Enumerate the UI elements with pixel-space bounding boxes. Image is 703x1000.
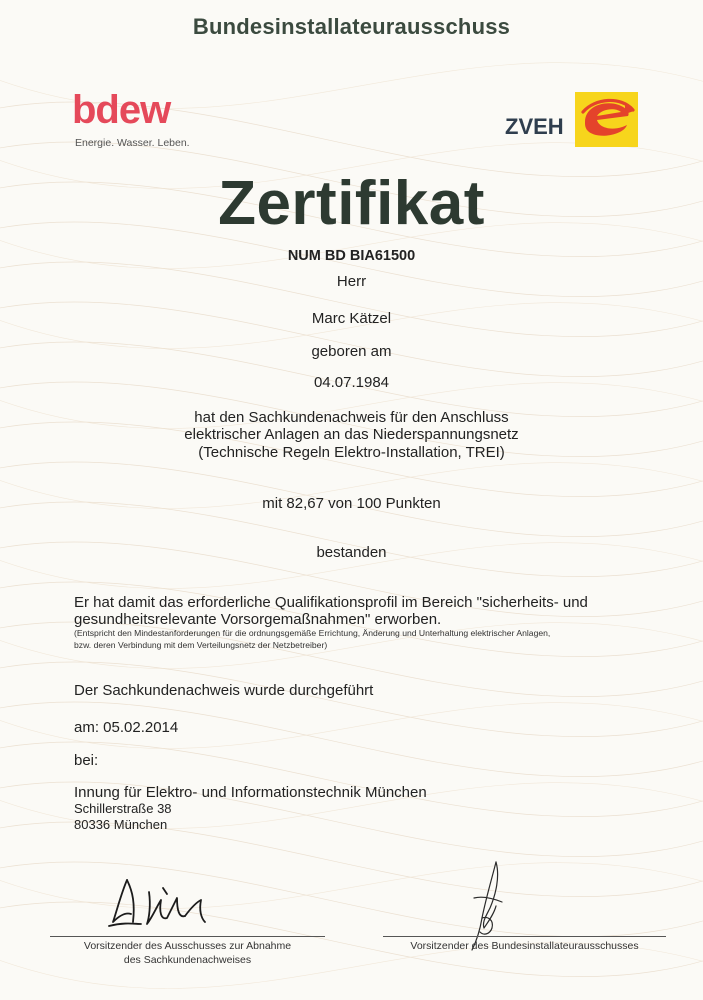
zveh-logo-text: ZVEH	[505, 114, 564, 139]
result-text: bestanden	[316, 544, 387, 561]
bdew-tagline: Energie. Wasser. Leben.	[75, 137, 190, 149]
right-signature-caption: Vorsitzender des Bundesinstallateurausschusses	[410, 940, 639, 952]
signature-line	[383, 936, 666, 937]
qualification-line: Er hat damit das erforderliche Qualifikationsprofil im Bereich "sicherheits- und	[74, 594, 588, 611]
left-signature	[105, 872, 215, 932]
right-signature	[452, 858, 522, 953]
conducted-label: Der Sachkundenachweis wurde durchgeführt	[74, 682, 374, 699]
birth-date: 04.07.1984	[313, 374, 390, 391]
score-text: mit 82,67 von 100 Punkten	[262, 495, 441, 512]
left-signature-caption: Vorsitzender des Ausschusses zur Abnahme	[83, 940, 292, 952]
institution-street: Schillerstraße 38	[74, 801, 172, 816]
description-line: hat den Sachkundenachweis für den Anschluss	[194, 409, 509, 426]
bdew-logo: bdew	[72, 88, 171, 132]
committee-heading: Bundesinstallateurausschuss	[192, 14, 511, 39]
at-label: bei:	[74, 752, 99, 769]
exam-date: am: 05.02.2014	[74, 719, 179, 736]
salutation: Herr	[336, 273, 367, 290]
footnote-line: bzw. deren Verbindung mit dem Verteilungsnetz der Netzbetreiber)	[74, 640, 328, 650]
qualification-line: gesundheitsrelevante Vorsorgemaßnahmen" erworben.	[74, 611, 442, 628]
certificate-title: Zertifikat	[218, 169, 485, 238]
institution-name: Innung für Elektro- und Informationstechnik München	[74, 784, 427, 801]
zveh-logo-icon	[575, 92, 638, 147]
description-line: (Technische Regeln Elektro-Installation, TREI)	[198, 444, 505, 461]
institution-city: 80336 München	[74, 817, 168, 832]
signature-line	[50, 936, 325, 937]
left-signature-caption: des Sachkundenachweises	[123, 954, 252, 966]
description-line: elektrischer Anlagen an das Niederspannungsnetz	[184, 426, 519, 443]
certificate-number: NUM BD BIA61500	[287, 248, 416, 264]
footnote-line: (Entspricht den Mindestanforderungen für die ordnungsgemäße Errichtung, Änderung und Unterhaltung elektrischer Anlagen,	[74, 628, 551, 638]
holder-name: Marc Kätzel	[311, 310, 392, 327]
born-label: geboren am	[311, 343, 392, 360]
